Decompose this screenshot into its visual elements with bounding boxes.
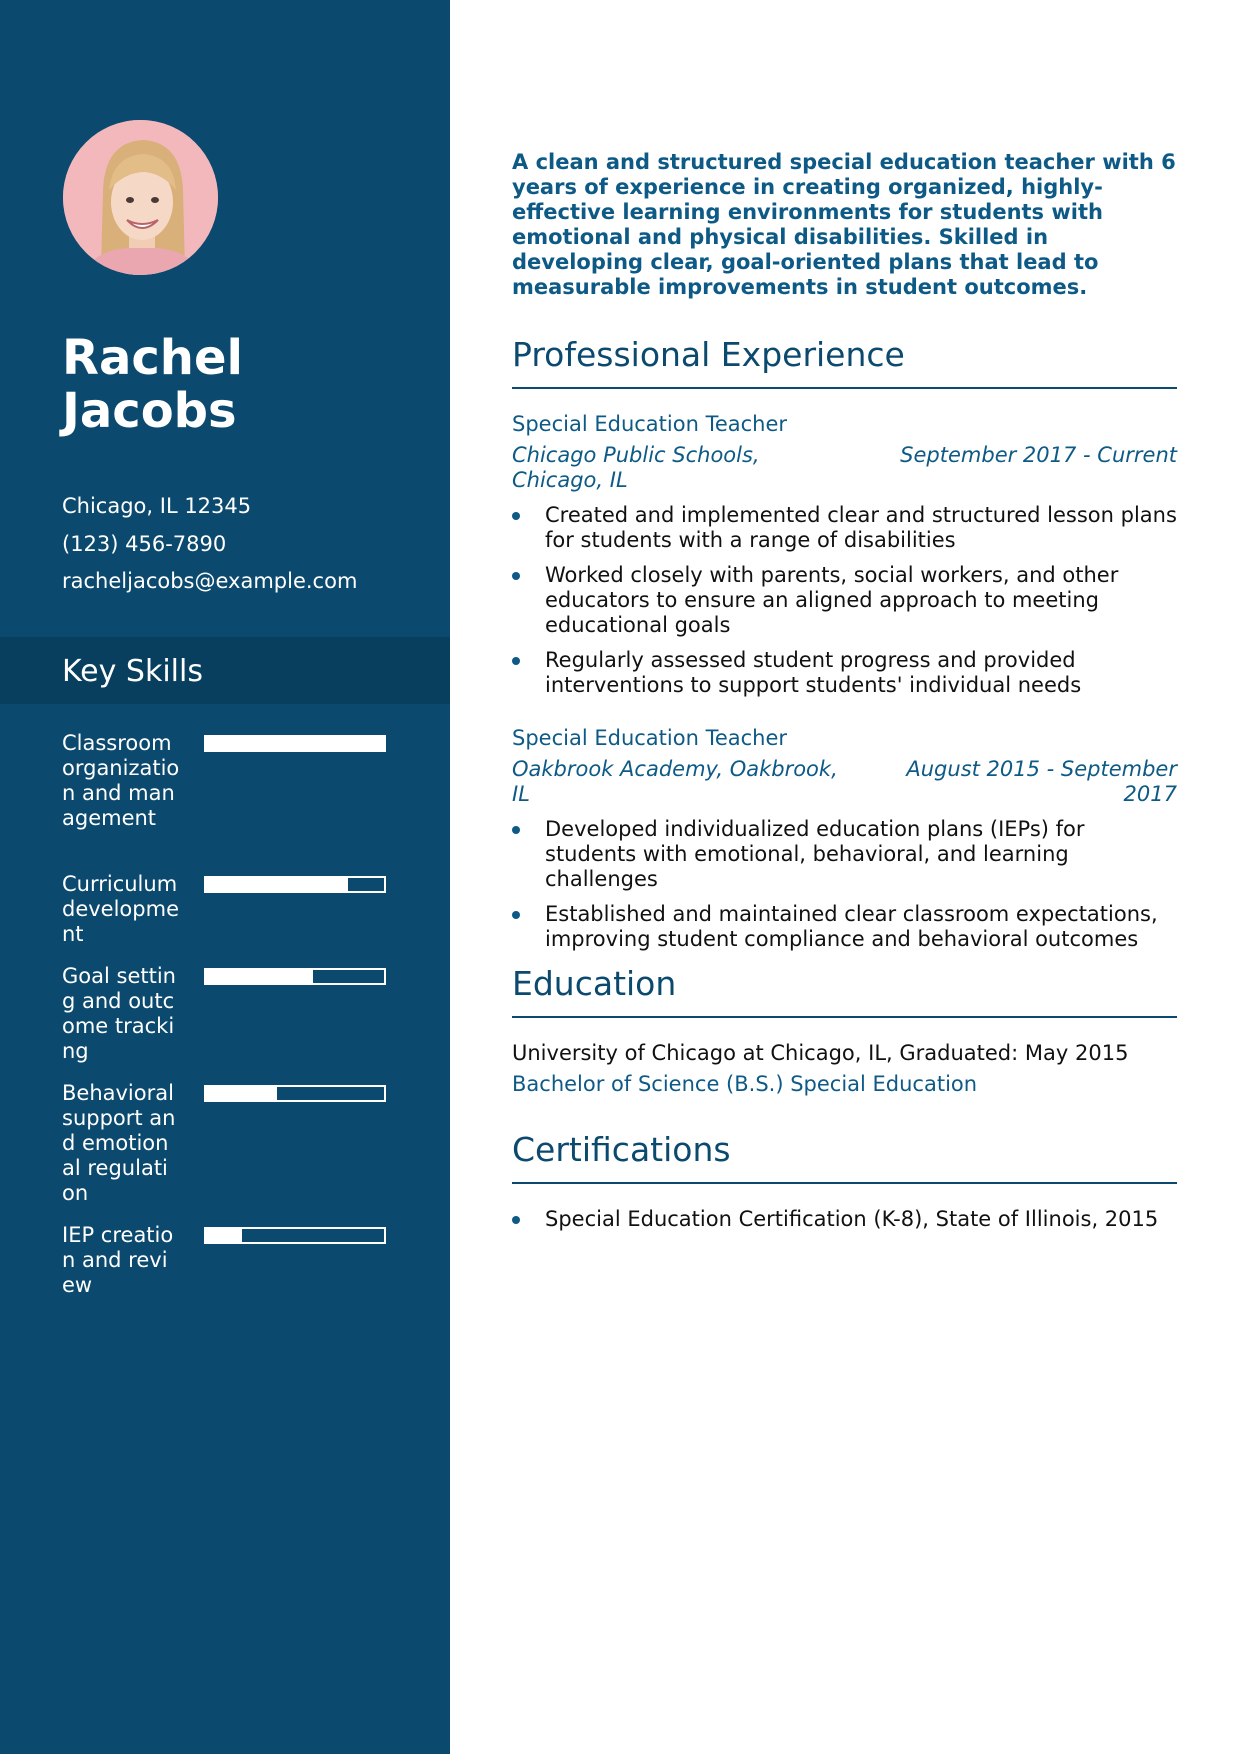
- job-bullets: [512, 503, 1177, 698]
- skill-label: Curriculum development: [62, 872, 179, 946]
- job-entry: [512, 412, 1177, 708]
- skill-label: Classroom organization and management: [62, 731, 180, 830]
- contact-phone: (123) 456-7890: [62, 531, 227, 556]
- job-dates: August 2015 - September 2017: [906, 757, 1177, 806]
- job-company: Oakbrook Academy, Oakbrook, IL: [512, 757, 838, 806]
- contact-info: [62, 488, 357, 601]
- skill-level-bar: [204, 876, 386, 893]
- education-entry: [512, 1038, 1177, 1100]
- bullet-text: Established and maintained clear classroom expectations, improving student compliance and behavioral outcomes: [545, 902, 1158, 951]
- last-name: Jacobs: [62, 383, 237, 439]
- avatar: [63, 120, 218, 275]
- skill-level-bar: [204, 735, 386, 752]
- skill-level-bar: [204, 1227, 386, 1244]
- list-item: [512, 1207, 1177, 1232]
- experience-section-title: Professional Experience: [512, 335, 1177, 389]
- skill-level-fill: [206, 737, 384, 750]
- education-degree: Bachelor of Science (B.S.) Special Education: [512, 1072, 978, 1096]
- job-title: Special Education Teacher: [512, 726, 788, 750]
- bullet-text: Worked closely with parents, social workers, and other educators to ensure an aligned approach to meeting educational goals: [545, 563, 1119, 637]
- list-item: [512, 503, 1177, 553]
- bullet-icon: [512, 572, 520, 580]
- list-item: [512, 817, 1177, 892]
- person-photo-icon: [63, 120, 218, 275]
- job-bullets: [512, 817, 1177, 952]
- skill-row: [62, 872, 392, 947]
- job-meta: [512, 443, 1177, 493]
- skill-level-fill: [206, 878, 348, 891]
- list-item: [512, 563, 1177, 638]
- bullet-icon: [512, 1216, 520, 1224]
- skill-level-fill: [206, 1229, 242, 1242]
- skill-label: Goal setting and outcome tracking: [62, 964, 176, 1063]
- sidebar: [0, 0, 450, 1754]
- list-item: [512, 902, 1177, 952]
- bullet-icon: [512, 657, 520, 665]
- certification-text: Special Education Certification (K-8), State of Illinois, 2015: [545, 1207, 1159, 1231]
- skill-level-bar: [204, 968, 386, 985]
- bullet-text: Regularly assessed student progress and provided interventions to support students' individual needs: [545, 648, 1082, 697]
- job-company: Chicago Public Schools, Chicago, IL: [512, 443, 760, 492]
- bullet-icon: [512, 826, 520, 834]
- skill-label: IEP creation and review: [62, 1223, 174, 1297]
- skill-level-bar: [204, 1085, 386, 1102]
- list-item: [512, 648, 1177, 698]
- person-name: [62, 332, 243, 438]
- skill-row: [62, 1081, 392, 1206]
- skill-label: Behavioral support and emotional regulation: [62, 1081, 176, 1205]
- skill-level-fill: [206, 970, 313, 983]
- skill-row: [62, 964, 392, 1064]
- skill-row: [62, 1223, 392, 1298]
- skill-level-fill: [206, 1087, 277, 1100]
- bullet-icon: [512, 911, 520, 919]
- education-school: University of Chicago at Chicago, IL, Graduated: May 2015: [512, 1041, 1129, 1065]
- bullet-icon: [512, 512, 520, 520]
- skills-title: Key Skills: [62, 654, 203, 689]
- certifications-list: [512, 1207, 1177, 1242]
- contact-email[interactable]: racheljacobs@example.com: [62, 569, 358, 593]
- certifications-section-title: Certifications: [512, 1130, 1177, 1184]
- education-section-title: Education: [512, 964, 1177, 1018]
- skill-row: [62, 731, 392, 831]
- bullet-text: Created and implemented clear and structured lesson plans for students with a range of disabilities: [545, 503, 1177, 552]
- contact-location: Chicago, IL 12345: [62, 494, 252, 518]
- job-dates: September 2017 - Current: [900, 443, 1177, 467]
- first-name: Rachel: [62, 330, 243, 386]
- bullet-text: Developed individualized education plans (IEPs) for students with emotional, behavioral, and learning challenges: [545, 817, 1085, 891]
- job-meta: [512, 757, 1177, 807]
- job-title: Special Education Teacher: [512, 412, 788, 436]
- professional-summary: A clean and structured special education teacher with 6 years of experience in creating organized, highly-effective learning environments for students with emotional and physical disabilities. Skilled in developing clear, goal-oriented plans that lead to measurable improvements in student outcomes.: [512, 150, 1176, 299]
- job-entry: [512, 726, 1177, 962]
